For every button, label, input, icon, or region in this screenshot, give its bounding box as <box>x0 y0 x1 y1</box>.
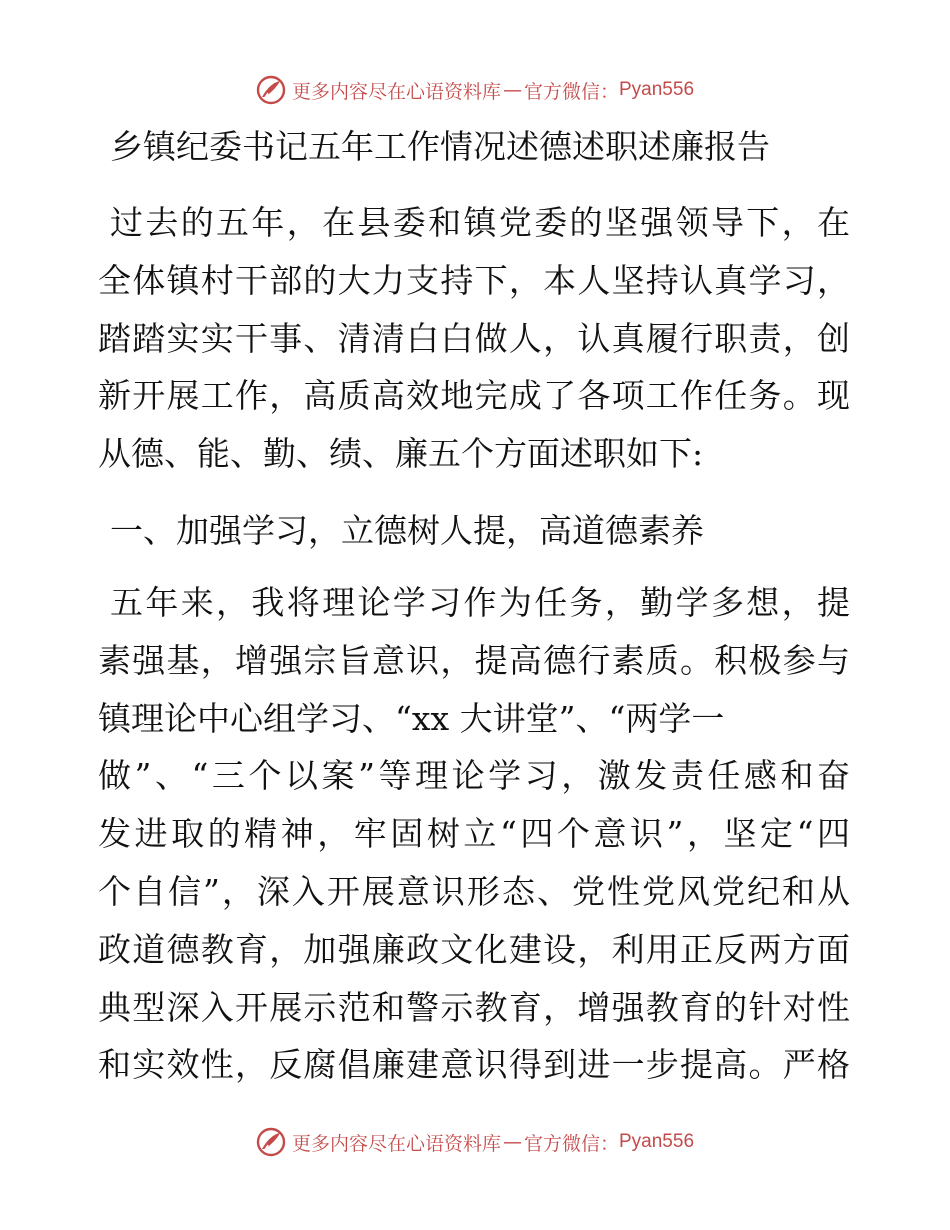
paragraph-line: 新开展工作，高质高效地完成了各项工作任务。现 <box>98 376 850 416</box>
paragraph-line: 政道德教育，加强廉政文化建设，利用正反两方面 <box>98 929 850 969</box>
paragraph-line: 踏踏实实干事、清清白白做人，认真履行职责，创 <box>98 318 850 358</box>
paragraph-line: 和实效性，反腐倡廉建意识得到进一步提高。严格 <box>98 1045 850 1085</box>
paragraph-line: 素强基，增强宗旨意识，提高德行素质。积极参与 <box>98 640 850 680</box>
paragraph-line: 镇理论中心组学习、“xx 大讲堂”、“两学一 <box>98 698 725 738</box>
watermark-label: 官方微信： <box>523 80 619 103</box>
intro-paragraph <box>98 194 850 483</box>
watermark-footer <box>0 1122 950 1162</box>
watermark-label: 官方微信： <box>523 1132 619 1155</box>
paragraph-line: 从德、能、勤、绩、廉五个方面述职如下: <box>98 434 704 474</box>
quill-logo-icon <box>256 1127 286 1157</box>
watermark-header <box>0 70 950 110</box>
watermark-main-text: 更多内容尽在心语资料库 <box>291 80 501 103</box>
watermark-wechat-id: Pyan556 <box>619 79 695 100</box>
watermark-separator: — <box>502 1131 522 1153</box>
paragraph-line: 个自信”，深入开展意识形态、党性党风党纪和从 <box>98 871 850 911</box>
paragraph-line: 过去的五年，在县委和镇党委的坚强领导下，在 <box>110 203 850 242</box>
document-title: 乡镇纪委书记五年工作情况述德述职述廉报告 <box>110 127 770 166</box>
section-heading: 一、加强学习，立德树人提，高道德素养 <box>110 511 704 550</box>
watermark-main-text: 更多内容尽在心语资料库 <box>291 1132 501 1155</box>
quill-logo-icon <box>256 75 286 105</box>
paragraph-line: 五年来，我将理论学习作为任务，勤学多想，提 <box>110 583 850 622</box>
paragraph-line: 做”、“三个以案”等理论学习，激发责任感和奋 <box>98 756 850 796</box>
watermark-wechat-id: Pyan556 <box>619 1131 695 1152</box>
section-paragraph <box>98 574 850 1094</box>
paragraph-line: 发进取的精神，牢固树立“四个意识”，坚定“四 <box>98 814 850 854</box>
watermark-separator: — <box>502 79 522 101</box>
paragraph-line: 典型深入开展示范和警示教育，增强教育的针对性 <box>98 987 850 1027</box>
paragraph-line: 全体镇村干部的大力支持下，本人坚持认真学习， <box>98 260 850 300</box>
